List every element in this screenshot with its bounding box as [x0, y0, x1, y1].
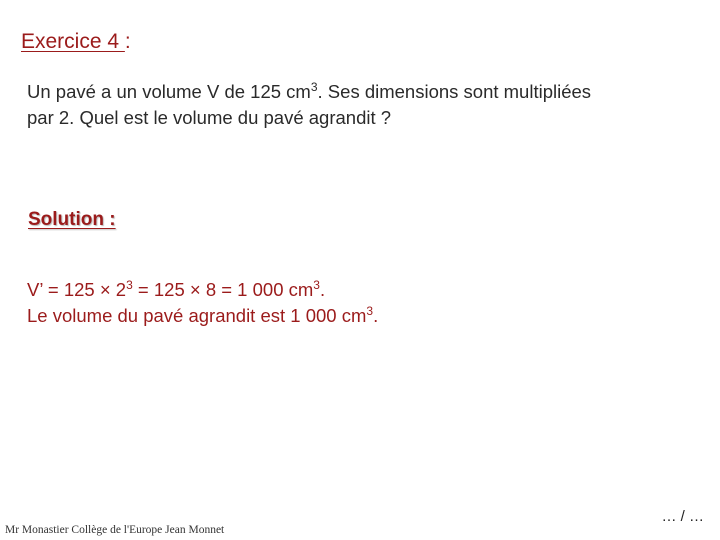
solution-line-2-end: . — [373, 305, 379, 326]
solution-line-2-text: Le volume du pavé agrandit est 1 000 cm — [27, 305, 367, 326]
solution-exponent-2: 3 — [313, 278, 320, 292]
exercise-title-main: Exercice 4 — [21, 30, 125, 53]
exercise-title-colon: : — [124, 30, 131, 53]
problem-exponent: 3 — [310, 80, 318, 94]
solution-line-1 — [27, 277, 378, 303]
solution-line-1-end: . — [319, 279, 326, 300]
exercise-title — [21, 29, 131, 55]
solution-exponent-1: 3 — [126, 278, 133, 292]
problem-statement — [27, 79, 707, 131]
solution-line-1-part1: V’ = 125 × 2 — [27, 279, 127, 300]
solution-title: Solution : — [28, 209, 116, 230]
problem-line-2: par 2. Quel est le volume du pavé agrandit ? — [27, 107, 392, 128]
page-indicator: … / … — [661, 508, 704, 525]
problem-line-1-rest: . Ses dimensions sont multipliées — [317, 81, 592, 102]
footer-credit: Mr Monastier Collège de l'Europe Jean Monnet — [5, 524, 225, 536]
solution-line-1-part2: = 125 × 8 = 1 000 cm — [132, 279, 314, 300]
solution-body — [27, 277, 378, 329]
solution-exponent-3: 3 — [366, 304, 374, 318]
problem-line-1-text: Un pavé a un volume V de 125 cm — [27, 81, 311, 102]
solution-line-2 — [27, 303, 378, 329]
problem-line-1 — [27, 79, 707, 105]
